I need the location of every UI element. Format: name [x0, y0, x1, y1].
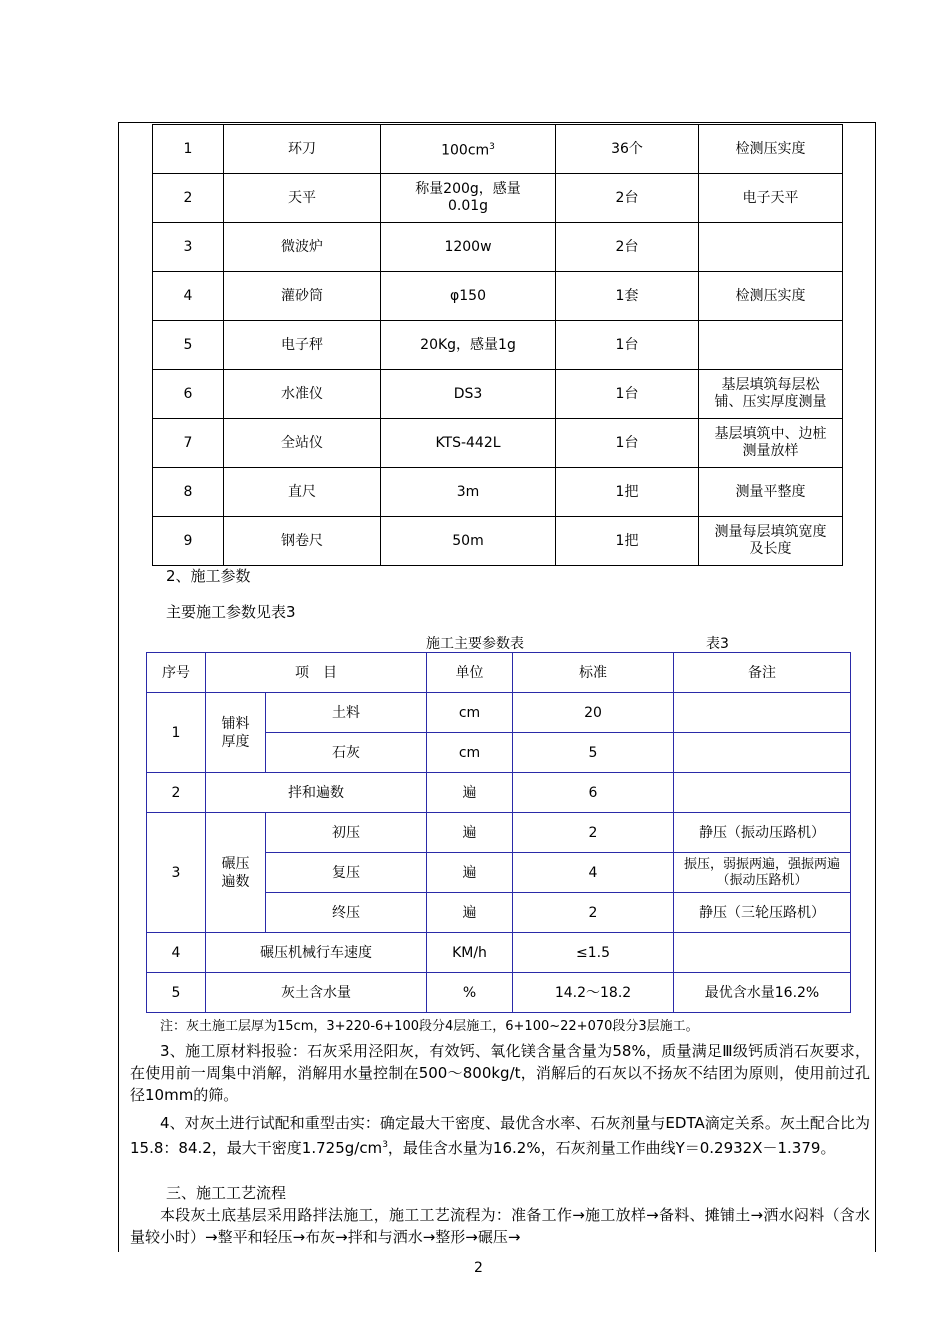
equipment-qty: 1台 — [556, 321, 699, 370]
equipment-no: 8 — [153, 468, 224, 517]
equipment-table — [152, 124, 843, 566]
row-note: 静压（三轮压路机） — [674, 893, 851, 933]
row-note: 振压，弱振两遍，强振两遍（振动压路机） — [674, 853, 851, 893]
equipment-use — [699, 321, 843, 370]
equipment-name: 直尺 — [224, 468, 381, 517]
row-item: 拌和遍数 — [206, 773, 427, 813]
equipment-use: 测量每层填筑宽度及长度 — [699, 517, 843, 566]
equipment-no: 6 — [153, 370, 224, 419]
row-note — [674, 693, 851, 733]
equipment-name: 钢卷尺 — [224, 517, 381, 566]
equipment-qty: 1台 — [556, 419, 699, 468]
row-note: 静压（振动压路机） — [674, 813, 851, 853]
row-note — [674, 773, 851, 813]
section2-intro: 主要施工参数见表3 — [166, 603, 296, 621]
equipment-spec: DS3 — [381, 370, 556, 419]
row-sub: 终压 — [266, 893, 427, 933]
equipment-name: 环刀 — [224, 125, 381, 174]
equipment-use: 检测压实度 — [699, 125, 843, 174]
row-unit: 遍 — [427, 853, 513, 893]
row-no: 5 — [147, 973, 206, 1013]
equipment-spec: φ150 — [381, 272, 556, 321]
table3-caption: 施工主要参数表 — [426, 636, 524, 652]
row-std: 14.2～18.2 — [513, 973, 674, 1013]
table-row — [147, 933, 851, 973]
row-unit: % — [427, 973, 513, 1013]
row-group: 铺料厚度 — [206, 693, 266, 773]
table-row — [147, 693, 851, 733]
table-row — [147, 773, 851, 813]
table3-header-row — [147, 653, 851, 693]
row-item: 灰土含水量 — [206, 973, 427, 1013]
row-no: 2 — [147, 773, 206, 813]
equipment-use: 基层填筑每层松铺、压实厚度测量 — [699, 370, 843, 419]
header-item: 项 目 — [206, 653, 427, 693]
equipment-qty: 2台 — [556, 174, 699, 223]
equipment-name: 电子秤 — [224, 321, 381, 370]
table-row — [147, 973, 851, 1013]
paragraph-process: 本段灰土底基层采用路拌法施工，施工工艺流程为：准备工作→施工放样→备料、摊铺土→洒水闷料（含水量较小时）→整平和轻压→布灰→拌和与洒水→整形→碾压→ — [130, 1206, 870, 1246]
row-unit: 遍 — [427, 893, 513, 933]
equipment-qty: 1套 — [556, 272, 699, 321]
row-item: 碾压机械行车速度 — [206, 933, 427, 973]
row-no: 3 — [147, 813, 206, 933]
table-row — [153, 419, 843, 468]
row-unit: cm — [427, 733, 513, 773]
equipment-qty: 1台 — [556, 370, 699, 419]
paragraph-compaction-a: 4、对灰土进行试配和重型击实：确定最大干密度、最优含水率、石灰剂量与EDTA滴定关系。灰土配合比为15.8：84.2，最大干密度1.725g/cm — [130, 1114, 870, 1157]
row-std: 20 — [513, 693, 674, 733]
header-std: 标准 — [513, 653, 674, 693]
equipment-no: 5 — [153, 321, 224, 370]
equipment-name: 天平 — [224, 174, 381, 223]
equipment-no: 1 — [153, 125, 224, 174]
row-sub: 石灰 — [266, 733, 427, 773]
parameter-table — [146, 652, 851, 1013]
table-row — [153, 272, 843, 321]
page-number: 2 — [474, 1260, 483, 1276]
equipment-no: 9 — [153, 517, 224, 566]
paragraph-compaction — [130, 1112, 870, 1159]
equipment-name: 微波炉 — [224, 223, 381, 272]
table3-note: 注：灰土施工层厚为15cm，3+220-6+100段分4层施工，6+100~22+070段分3层施工。 — [160, 1019, 699, 1034]
equipment-spec: 3m — [381, 468, 556, 517]
equipment-no: 7 — [153, 419, 224, 468]
equipment-qty: 2台 — [556, 223, 699, 272]
equipment-name: 全站仪 — [224, 419, 381, 468]
equipment-qty: 36个 — [556, 125, 699, 174]
row-unit: KM/h — [427, 933, 513, 973]
row-std: 2 — [513, 893, 674, 933]
equipment-spec: 50m — [381, 517, 556, 566]
row-std: ≤1.5 — [513, 933, 674, 973]
equipment-spec: KTS-442L — [381, 419, 556, 468]
equipment-use: 基层填筑中、边桩测量放样 — [699, 419, 843, 468]
row-std: 2 — [513, 813, 674, 853]
equipment-spec: 称量200g，感量0.01g — [381, 174, 556, 223]
row-note: 最优含水量16.2% — [674, 973, 851, 1013]
table-row — [153, 223, 843, 272]
equipment-no: 4 — [153, 272, 224, 321]
row-std: 6 — [513, 773, 674, 813]
section3-title: 三、施工工艺流程 — [166, 1184, 287, 1202]
equipment-name: 水准仪 — [224, 370, 381, 419]
row-note — [674, 733, 851, 773]
equipment-use: 电子天平 — [699, 174, 843, 223]
equipment-qty: 1把 — [556, 468, 699, 517]
table-row — [147, 813, 851, 853]
header-unit: 单位 — [427, 653, 513, 693]
superscript: 3 — [489, 142, 495, 153]
table-row — [153, 321, 843, 370]
header-note: 备注 — [674, 653, 851, 693]
row-no: 4 — [147, 933, 206, 973]
table-row — [153, 370, 843, 419]
equipment-qty: 1把 — [556, 517, 699, 566]
table-row — [153, 468, 843, 517]
row-sub: 复压 — [266, 853, 427, 893]
equipment-spec: $100cm^3$ — [381, 125, 556, 174]
row-std: 5 — [513, 733, 674, 773]
table-row — [153, 125, 843, 174]
row-group: 碾压遍数 — [206, 813, 266, 933]
equipment-use: 检测压实度 — [699, 272, 843, 321]
row-sub: 初压 — [266, 813, 427, 853]
header-no: 序号 — [147, 653, 206, 693]
row-sub: 土料 — [266, 693, 427, 733]
row-unit: 遍 — [427, 773, 513, 813]
table3-label: 表3 — [706, 636, 729, 652]
row-note — [674, 933, 851, 973]
row-unit: 遍 — [427, 813, 513, 853]
row-unit: cm — [427, 693, 513, 733]
equipment-spec: 1200w — [381, 223, 556, 272]
paragraph-materials: 3、施工原材料报验：石灰采用泾阳灰，有效钙、氧化镁含量含量为58%，质量满足Ⅲ级钙质消石灰要求，在使用前一周集中消解，消解用水量控制在500～800kg/t，消解后的石灰以不扬灰不结团为原则，使用前过孔径10mm的筛。 — [130, 1042, 870, 1104]
section2-title: 2、施工参数 — [166, 567, 251, 585]
equipment-use — [699, 223, 843, 272]
equipment-spec: 20Kg，感量1g — [381, 321, 556, 370]
superscript: 3 — [382, 1140, 388, 1150]
table-row — [153, 517, 843, 566]
row-std: 4 — [513, 853, 674, 893]
table-row — [153, 174, 843, 223]
equipment-no: 3 — [153, 223, 224, 272]
paragraph-compaction-b: ，最佳含水量为16.2%，石灰剂量工作曲线Y＝0.2932X－1.379。 — [387, 1139, 836, 1157]
equipment-no: 2 — [153, 174, 224, 223]
equipment-use: 测量平整度 — [699, 468, 843, 517]
row-no: 1 — [147, 693, 206, 773]
equipment-name: 灌砂筒 — [224, 272, 381, 321]
